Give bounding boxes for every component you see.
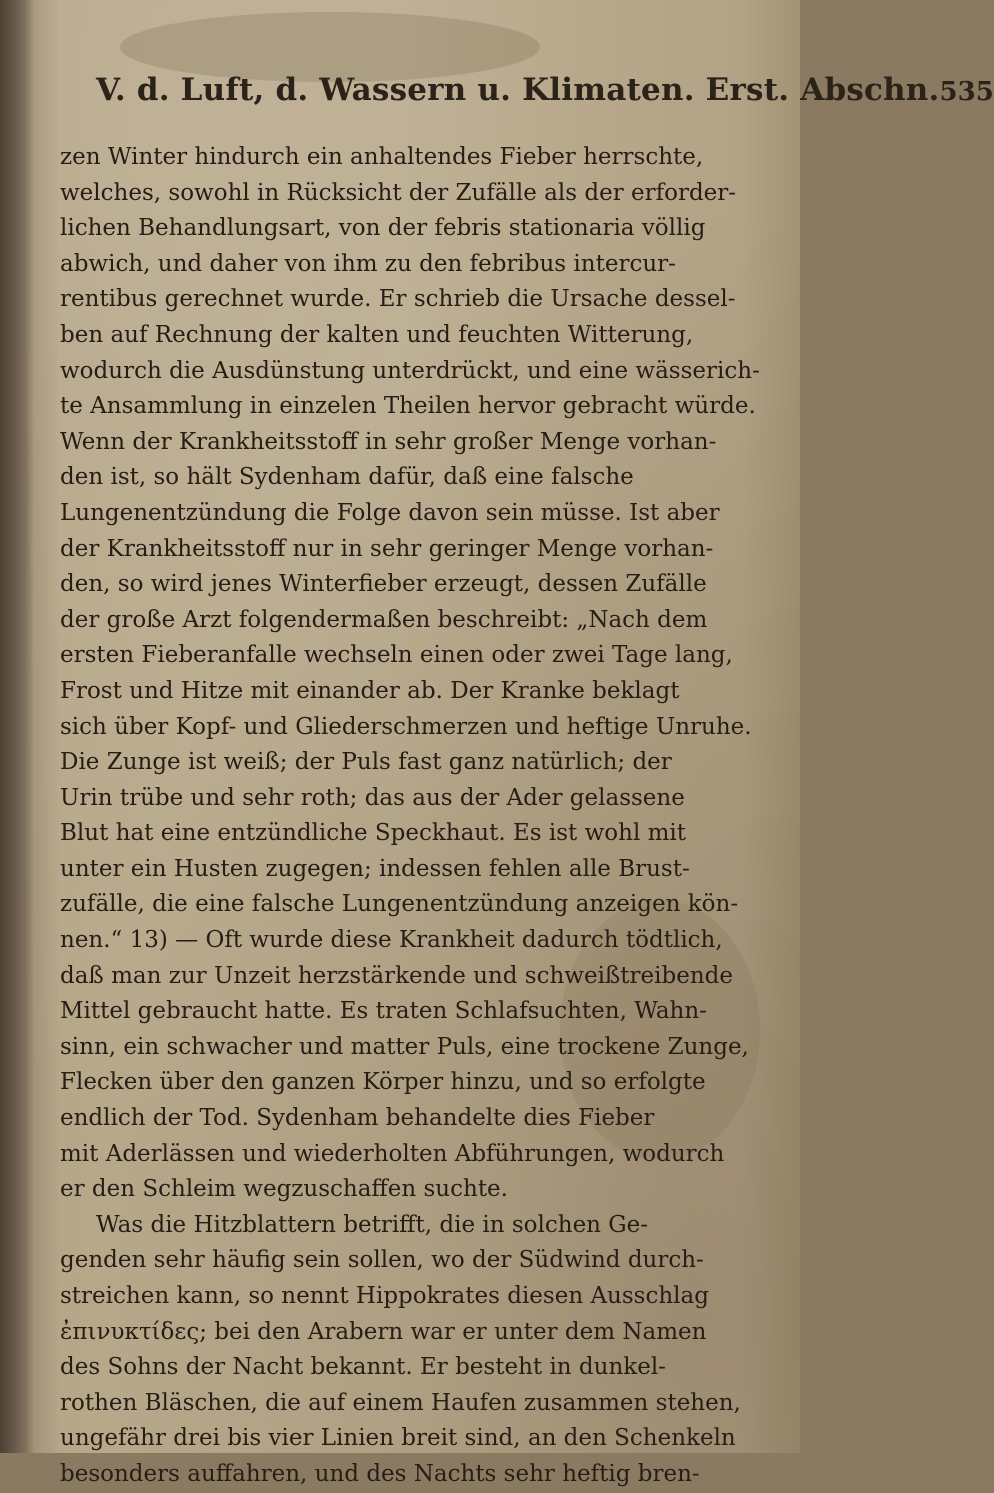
text-line: ersten Fieberanfalle wechseln einen oder zwei Tage lang, [60, 642, 733, 669]
text-line: der Krankheitsstoff nur in sehr geringer Menge vorhan- [60, 535, 714, 562]
text-line: Wenn der Krankheitsstoff in sehr großer Menge vorhan- [60, 428, 717, 455]
text-line: ungefähr drei bis vier Linien breit sind, an den Schenkeln [60, 1425, 736, 1452]
text-line: lichen Behandlungsart, von der febris stationaria völlig [60, 215, 706, 242]
text-line: Blut hat eine entzündliche Speckhaut. Es ist wohl mit [60, 820, 687, 847]
text-line: zufälle, die eine falsche Lungenentzündung anzeigen kön- [60, 891, 739, 918]
text-line: daß man zur Unzeit herzstärkende und schweißtreibende [60, 962, 733, 989]
text-line: wodurch die Ausdünstung unterdrückt, und eine wässerich- [60, 357, 760, 384]
text-line: sinn, ein schwacher und matter Puls, eine trockene Zunge, [60, 1033, 749, 1060]
text-line: Frost und Hitze mit einander ab. Der Kranke beklagt [60, 677, 680, 704]
text-line: rothen Bläschen, die auf einem Haufen zusammen stehen, [60, 1389, 741, 1416]
text-line: sich über Kopf- und Gliederschmerzen und heftige Unruhe. [60, 713, 752, 740]
text-line: des Sohns der Nacht bekannt. Er besteht in dunkel- [60, 1354, 666, 1381]
text-line: abwich, und daher von ihm zu den febribus intercur- [60, 250, 676, 277]
text-line: genden sehr häufig sein sollen, wo der Südwind durch- [60, 1247, 704, 1274]
text-line: den ist, so hält Sydenham dafür, daß eine falsche [60, 464, 634, 491]
text-line: ben auf Rechnung der kalten und feuchten Witterung, [60, 321, 694, 348]
text-line: te Ansammlung in einzelen Theilen hervor gebracht würde. [60, 393, 756, 420]
text-line: mit Aderlässen und wiederholten Abführungen, wodurch [60, 1140, 725, 1167]
text-line: den, so wird jenes Winterfieber erzeugt, dessen Zufälle [60, 571, 707, 598]
text-line: Mittel gebraucht hatte. Es traten Schlafsuchten, Wahn- [60, 998, 707, 1025]
running-header-title: V. d. Luft, d. Wassern u. Klimaten. Erst. Abschn. [96, 72, 940, 108]
text-line: streichen kann, so nennt Hippokrates diesen Ausschlag [60, 1283, 709, 1309]
text-line: er den Schleim wegzuschaffen suchte. [60, 1176, 508, 1203]
text-line: Lungenentzündung die Folge davon sein müsse. Ist aber [60, 499, 720, 526]
text-line: zen Winter hindurch ein anhaltendes Fieber herrschte, [60, 144, 704, 170]
page-number: 535 [939, 77, 994, 107]
text-line: Urin trübe und sehr roth; das aus der Ader gelassene [60, 784, 685, 811]
text-line: welches, sowohl in Rücksicht der Zufälle als der erforder- [60, 179, 737, 206]
text-line: besonders auffahren, und des Nachts sehr heftig bren- [60, 1460, 700, 1487]
text-line: nen.“ 13) — Oft wurde diese Krankheit dadurch tödtlich, [60, 927, 723, 954]
text-line: Die Zunge ist weiß; der Puls fast ganz natürlich; der [60, 749, 672, 776]
text-line: endlich der Tod. Sydenham behandelte dies Fieber [60, 1105, 655, 1132]
paragraph-first-line: Was die Hitzblattern betrifft, die in solchen Ge- [96, 1211, 649, 1238]
text-line: Flecken über den ganzen Körper hinzu, und so erfolgte [60, 1069, 706, 1096]
page-gutter-shadow [0, 0, 34, 1453]
text-line: der große Arzt folgendermaßen beschreibt: „Nach dem [60, 606, 708, 633]
text-line: ἐπινυκτίδες; bei den Arabern war er unter dem Namen [60, 1318, 707, 1345]
text-line: unter ein Husten zugegen; indessen fehlen alle Brust- [60, 855, 690, 882]
text-line: rentibus gerechnet wurde. Er schrieb die Ursache dessel- [60, 286, 736, 313]
running-header [96, 72, 994, 112]
body-text [60, 140, 760, 1493]
